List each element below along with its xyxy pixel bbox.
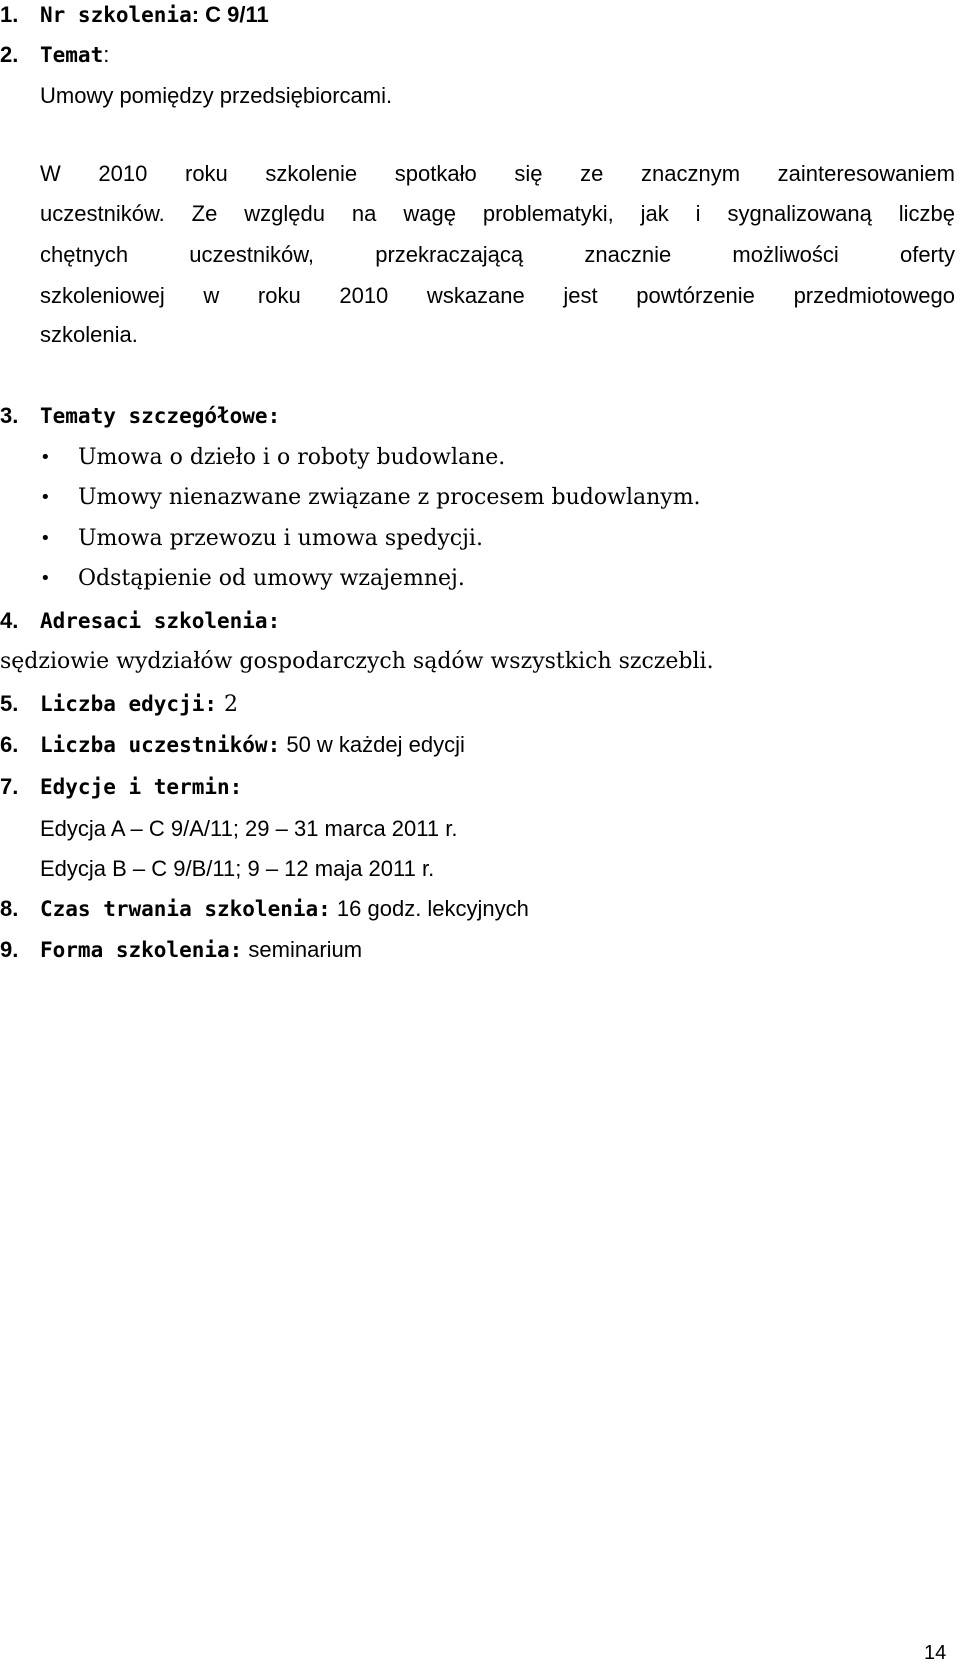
section-number: 5. [0,691,19,716]
section-label: Edycje i termin: [40,775,243,799]
section-label: Forma szkolenia: [40,938,243,962]
paragraph-line-3: chętnych uczestników, przekraczającą znacznie możliwości oferty [40,242,955,267]
section-colon: : [103,42,110,67]
section-editions-count [0,689,238,720]
section-label: Tematy szczegółowe: [40,404,281,428]
paragraph-line-1: W 2010 roku szkolenie spotkało się ze znacznym zainteresowaniem [40,161,955,186]
section-detailed-topics [0,401,280,432]
section-audience [0,606,280,637]
list-item-text: Odstąpienie od umowy wzajemnej. [78,566,465,591]
section-number: 9. [0,937,19,962]
section-label: Liczba uczestników: [40,733,281,757]
list-item [40,564,465,594]
editions-count-value: 2 [217,692,239,717]
section-number: 2. [0,42,19,67]
duration-value: 16 godz. lekcyjnych [330,896,529,921]
section-number: 7. [0,774,19,799]
section-form [0,935,362,966]
section-number: 3. [0,403,19,428]
training-number-value: : C 9/11 [191,2,269,27]
edition-b: Edycja B – C 9/B/11; 9 – 12 maja 2011 r. [40,856,435,881]
section-label: Adresaci szkolenia: [40,609,281,633]
section-editions-dates [0,772,242,803]
audience-text: sędziowie wydziałów gospodarczych sądów wszystkich szczebli. [0,649,714,674]
section-topic [0,40,109,71]
section-label: Nr szkolenia [40,3,192,27]
bullet-icon: • [40,568,51,589]
list-item-text: Umowa przewozu i umowa spedycji. [78,526,483,551]
bullet-icon: • [40,447,51,468]
section-label: Liczba edycji: [40,692,218,716]
form-value: seminarium [242,937,363,962]
bullet-icon: • [40,487,51,508]
page-number: 14 [924,1642,947,1664]
topic-text: Umowy pomiędzy przedsiębiorcami. [40,83,393,108]
section-number: 4. [0,608,19,633]
section-training-number [0,0,269,31]
paragraph-line-4: szkoleniowej w roku 2010 wskazane jest powtórzenie przedmiotowego [40,283,955,308]
section-participants [0,730,465,761]
edition-a: Edycja A – C 9/A/11; 29 – 31 marca 2011 r. [40,816,458,841]
section-number: 1. [0,2,19,27]
list-item [40,524,483,554]
section-label: Temat [40,43,104,67]
list-item-text: Umowy nienazwane związane z procesem budowlanym. [78,485,701,510]
list-item [40,483,701,513]
section-duration [0,894,529,925]
participants-value: 50 w każdej edycji [280,732,465,757]
bullet-icon: • [40,528,51,549]
paragraph-line-5: szkolenia. [40,322,138,347]
list-item-text: Umowa o dzieło i o roboty budowlane. [78,445,506,470]
section-number: 6. [0,732,19,757]
paragraph-line-2: uczestników. Ze względu na wagę problematyki, jak i sygnalizowaną liczbę [40,201,955,226]
list-item [40,443,505,473]
section-number: 8. [0,896,19,921]
section-label: Czas trwania szkolenia: [40,897,331,921]
